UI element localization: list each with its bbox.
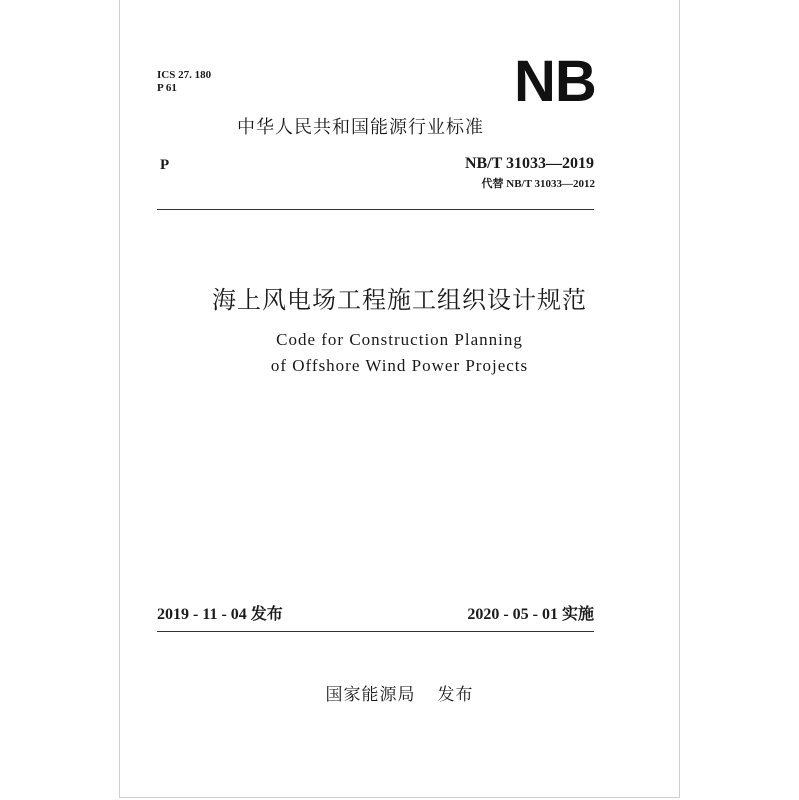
publisher-name: 国家能源局 (325, 685, 416, 705)
industry-standard-heading: 中华人民共和国能源行业标准 (237, 117, 484, 138)
classification-code: P 61 (157, 82, 177, 94)
title-english-line-2: of Offshore Wind Power Projects (270, 356, 529, 375)
ics-code: ICS 27. 180 (157, 69, 212, 81)
standard-number: NB/T 31033—2019 (464, 155, 594, 172)
title-chinese: 海上风电场工程施工组织设计规范 (212, 288, 587, 314)
title-english-line-1: Code for Construction Planning (276, 330, 523, 349)
category-letter: P (160, 157, 170, 173)
replaces-standard: 代替 NB/T 31033—2012 (481, 178, 595, 190)
issue-date: 2019 - 11 - 04 发布 (157, 606, 283, 623)
header-divider (157, 209, 594, 210)
implementation-date: 2020 - 05 - 01 实施 (467, 606, 594, 623)
nb-logo: NB (514, 49, 596, 114)
dates-divider (157, 631, 594, 632)
publish-action: 发布 (437, 685, 474, 705)
publisher-line (0, 684, 799, 706)
